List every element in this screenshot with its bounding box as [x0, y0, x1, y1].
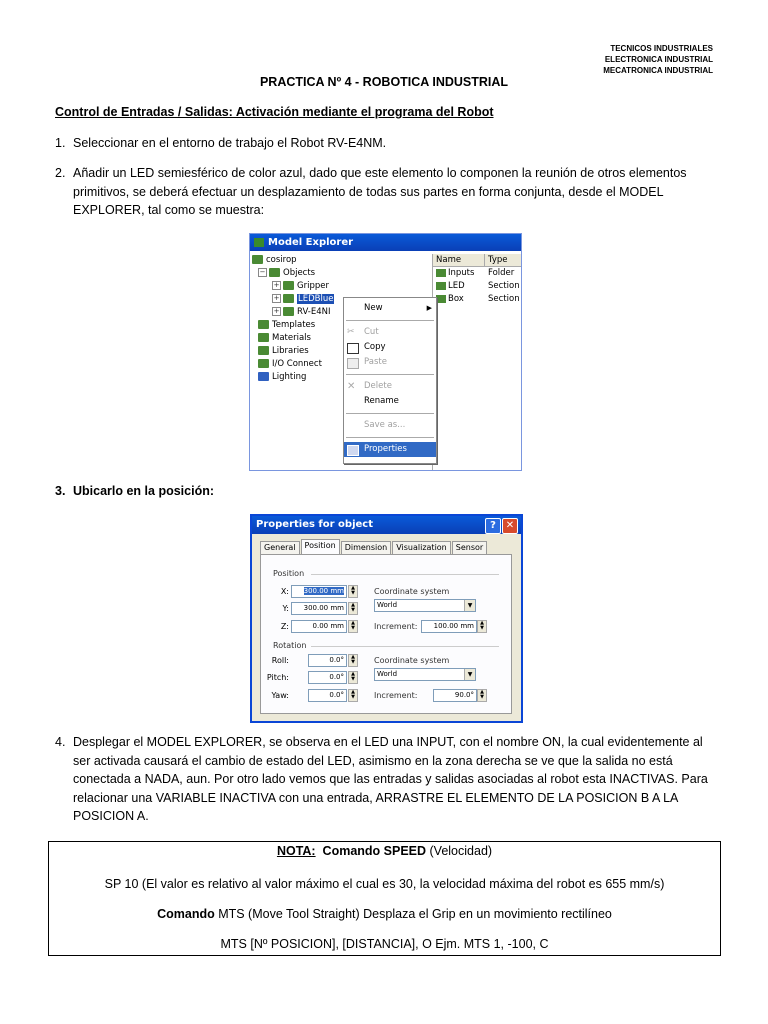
header-line: TECNICOS INDUSTRIALES — [610, 44, 713, 53]
step-text: Ubicarlo en la posición: — [73, 484, 214, 498]
position-group-title: Position — [273, 569, 305, 578]
dropdown-arrow-icon: ▼ — [464, 600, 475, 611]
note-box — [48, 841, 721, 956]
submenu-arrow-icon: ▶ — [426, 304, 432, 312]
y-label: Y: — [282, 604, 289, 613]
dialog-title: Properties for object — [256, 519, 374, 530]
mts-command-text: MTS (Move Tool Straight) Desplaza el Grip en un movimiento rectilíneo — [218, 907, 612, 921]
collapse-icon[interactable]: − — [259, 268, 266, 276]
coord-label: Coordinate system — [374, 587, 450, 596]
model-explorer-title: Model Explorer — [268, 237, 354, 248]
properties-dialog — [250, 514, 523, 723]
roll-spinner[interactable]: ▲ ▼ — [348, 654, 358, 667]
menu-item-new[interactable] — [344, 301, 436, 316]
menu-label: Rename — [364, 396, 399, 406]
tree-item-gripper[interactable] — [252, 280, 430, 293]
section-icon — [436, 295, 446, 303]
menu-label: Delete — [364, 381, 392, 391]
step-3 — [55, 482, 715, 501]
expand-icon[interactable]: + — [273, 307, 280, 315]
scissors-icon: ✂ — [347, 327, 355, 337]
mts-example: MTS [Nº POSICION], [DISTANCIA], O Ejm. MTS 1, -100, C — [220, 937, 549, 951]
tab-general[interactable]: General — [260, 541, 300, 554]
tree-label: cosirop — [266, 255, 297, 265]
roll-label: Roll: — [271, 656, 289, 665]
tree-label: RV-E4NI — [297, 307, 331, 317]
x-field[interactable] — [291, 585, 347, 598]
column-header-type[interactable]: Type — [488, 255, 508, 265]
coord-value: World — [377, 670, 398, 678]
pitch-field[interactable]: 0.0° — [308, 671, 347, 684]
objects-icon — [269, 268, 280, 277]
expand-icon[interactable]: + — [273, 294, 280, 302]
step-text: Seleccionar en el entorno de trabajo el Robot RV-E4NM. — [73, 136, 387, 150]
pitch-label: Pitch: — [266, 673, 289, 682]
menu-item-paste[interactable] — [344, 355, 436, 370]
tree-label-selected: LEDBlue — [298, 294, 334, 304]
tree-label: Templates — [272, 320, 316, 330]
increment-label: Increment: — [374, 622, 418, 631]
mts-command-label: Comando — [157, 907, 219, 921]
dropdown-arrow-icon: ▼ — [464, 669, 475, 680]
increment-rot-spinner[interactable]: ▲ ▼ — [477, 689, 487, 702]
materials-icon — [258, 333, 269, 342]
step-text: Desplegar el MODEL EXPLORER, se observa en el LED una INPUT, con el nombre ON, la cual evidentemente al ser activada causará el cambio de estado del LED, asimismo en la zona derecha se ve que la salida no está conectada a NADA, aun. Por otro lado vemos que las entradas y salidas asociadas al robot esta INACTIVAS. Para relacionar una VARIABLE INACTIVA con una entrada, ARRASTRE EL ELEMENTO DE LA POSICION B A LA POSICION A. — [73, 735, 708, 823]
group-divider — [311, 574, 499, 575]
dialog-titlebar — [252, 516, 521, 534]
menu-item-rename[interactable] — [344, 394, 436, 409]
y-field[interactable]: 300.00 mm — [291, 602, 347, 615]
expand-icon[interactable]: + — [273, 281, 280, 289]
menu-separator — [346, 413, 434, 414]
paste-icon — [347, 358, 359, 369]
tab-position[interactable]: Position — [301, 539, 340, 554]
header-line: ELECTRONICA INDUSTRIAL — [604, 55, 713, 64]
menu-item-save-as[interactable] — [344, 418, 436, 433]
pitch-spinner[interactable]: ▲ ▼ — [348, 671, 358, 684]
z-spinner[interactable]: ▲ ▼ — [348, 620, 358, 633]
help-button[interactable]: ? — [485, 518, 501, 534]
menu-item-copy[interactable] — [344, 340, 436, 355]
step-number: 1. — [55, 136, 66, 150]
detail-row[interactable] — [433, 293, 521, 306]
templates-icon — [258, 320, 269, 329]
menu-label: Cut — [364, 327, 379, 337]
properties-icon — [347, 445, 359, 456]
step-number: 3. — [55, 484, 66, 498]
workspace-icon — [252, 255, 263, 264]
y-spinner[interactable]: ▲ ▼ — [348, 602, 358, 615]
rotation-group-title: Rotation — [273, 641, 307, 650]
step-number: 4. — [55, 735, 66, 749]
robot-icon — [283, 307, 294, 316]
yaw-label: Yaw: — [271, 691, 289, 700]
header-line: MECATRONICA INDUSTRIAL — [603, 66, 713, 75]
z-field[interactable]: 0.00 mm — [291, 620, 347, 633]
x-value: 300.00 mm — [303, 587, 344, 595]
menu-item-properties[interactable] — [344, 442, 436, 457]
tab-visualization[interactable]: Visualization — [392, 541, 451, 554]
step-1 — [55, 134, 715, 153]
folder-icon — [436, 269, 446, 277]
section-subtitle: Control de Entradas / Salidas: Activación mediante el programa del Robot — [55, 105, 494, 119]
tree-label: Lighting — [272, 372, 307, 382]
column-header-name[interactable]: Name — [433, 254, 485, 266]
tree-label: Libraries — [272, 346, 309, 356]
object-icon — [283, 294, 294, 303]
group-divider — [311, 646, 499, 647]
speed-paren: (Velocidad) — [426, 844, 493, 858]
step-text: Añadir un LED semiesférico de color azul, dado que este elemento lo componen la reunión de otros elementos primitivos, se deberá efectuar un desplazamiento de todas sus partes en forma conjunta, desde el MODEL EXPLORER, tal como se muestra: — [73, 166, 687, 217]
roll-field[interactable]: 0.0° — [308, 654, 347, 667]
step-2 — [55, 164, 715, 220]
menu-separator — [346, 320, 434, 321]
coord-system-select[interactable] — [374, 599, 476, 612]
row-name: LED — [448, 281, 465, 291]
coord-value: World — [377, 601, 398, 609]
rot-coord-system-select[interactable] — [374, 668, 476, 681]
step-4 — [55, 733, 715, 826]
position-panel — [260, 554, 512, 714]
increment-label: Increment: — [374, 691, 418, 700]
row-type: Folder — [488, 268, 515, 278]
tab-sensor[interactable]: Sensor — [452, 541, 487, 554]
institution-header — [603, 43, 713, 76]
increment-pos-field[interactable]: 100.00 mm — [421, 620, 477, 633]
menu-separator — [346, 437, 434, 438]
increment-pos-spinner[interactable]: ▲ ▼ — [477, 620, 487, 633]
menu-label: Save as... — [364, 420, 406, 430]
tree-label: Gripper — [297, 281, 329, 291]
io-icon — [258, 359, 269, 368]
mts-description — [49, 907, 720, 921]
coord-label: Coordinate system — [374, 656, 450, 665]
detail-header — [433, 254, 521, 267]
menu-label: Paste — [364, 357, 387, 367]
delete-icon: ✕ — [347, 381, 356, 392]
lighting-icon — [258, 372, 269, 381]
yaw-spinner[interactable]: ▲ ▼ — [348, 689, 358, 702]
model-explorer-window — [249, 233, 522, 471]
yaw-field[interactable]: 0.0° — [308, 689, 347, 702]
menu-label: New — [364, 303, 383, 313]
libraries-icon — [258, 346, 269, 355]
menu-label: Properties — [364, 444, 407, 454]
tab-dimension[interactable]: Dimension — [341, 541, 392, 554]
copy-icon — [347, 343, 359, 354]
tab-bar — [260, 541, 488, 554]
context-menu — [343, 297, 437, 464]
page-title: PRACTICA Nº 4 - ROBOTICA INDUSTRIAL — [259, 75, 509, 89]
note-label: NOTA: — [276, 844, 316, 858]
row-type: Section — [488, 281, 520, 291]
tree-item-root[interactable] — [252, 254, 430, 267]
close-button[interactable]: ✕ — [502, 518, 518, 534]
x-label: X: — [280, 587, 289, 596]
z-label: Z: — [280, 622, 289, 631]
tree-label: Materials — [272, 333, 311, 343]
object-icon — [283, 281, 294, 290]
row-name: Box — [448, 294, 464, 304]
section-icon — [436, 282, 446, 290]
speed-command: Comando SPEED — [322, 844, 427, 858]
row-name: Inputs — [448, 268, 475, 278]
model-explorer-titlebar — [250, 234, 521, 251]
tree-item-objects[interactable] — [252, 267, 430, 280]
row-type: Section — [488, 294, 520, 304]
menu-label: Copy — [364, 342, 386, 352]
tree-label: I/O Connect — [272, 359, 322, 369]
tree-label: Objects — [283, 268, 316, 278]
increment-rot-field[interactable]: 90.0° — [433, 689, 477, 702]
menu-item-cut[interactable] — [344, 325, 436, 340]
model-explorer-icon — [254, 238, 264, 247]
sp-line: SP 10 (El valor es relativo al valor máximo el cual es 30, la velocidad máxima del robot es 655 mm/s) — [104, 877, 665, 891]
detail-row[interactable] — [433, 280, 521, 293]
menu-separator — [346, 374, 434, 375]
detail-pane — [432, 254, 521, 470]
menu-item-delete[interactable] — [344, 379, 436, 394]
x-spinner[interactable]: ▲ ▼ — [348, 585, 358, 598]
step-number: 2. — [55, 166, 66, 180]
detail-row[interactable] — [433, 267, 521, 280]
note-heading — [49, 844, 720, 858]
